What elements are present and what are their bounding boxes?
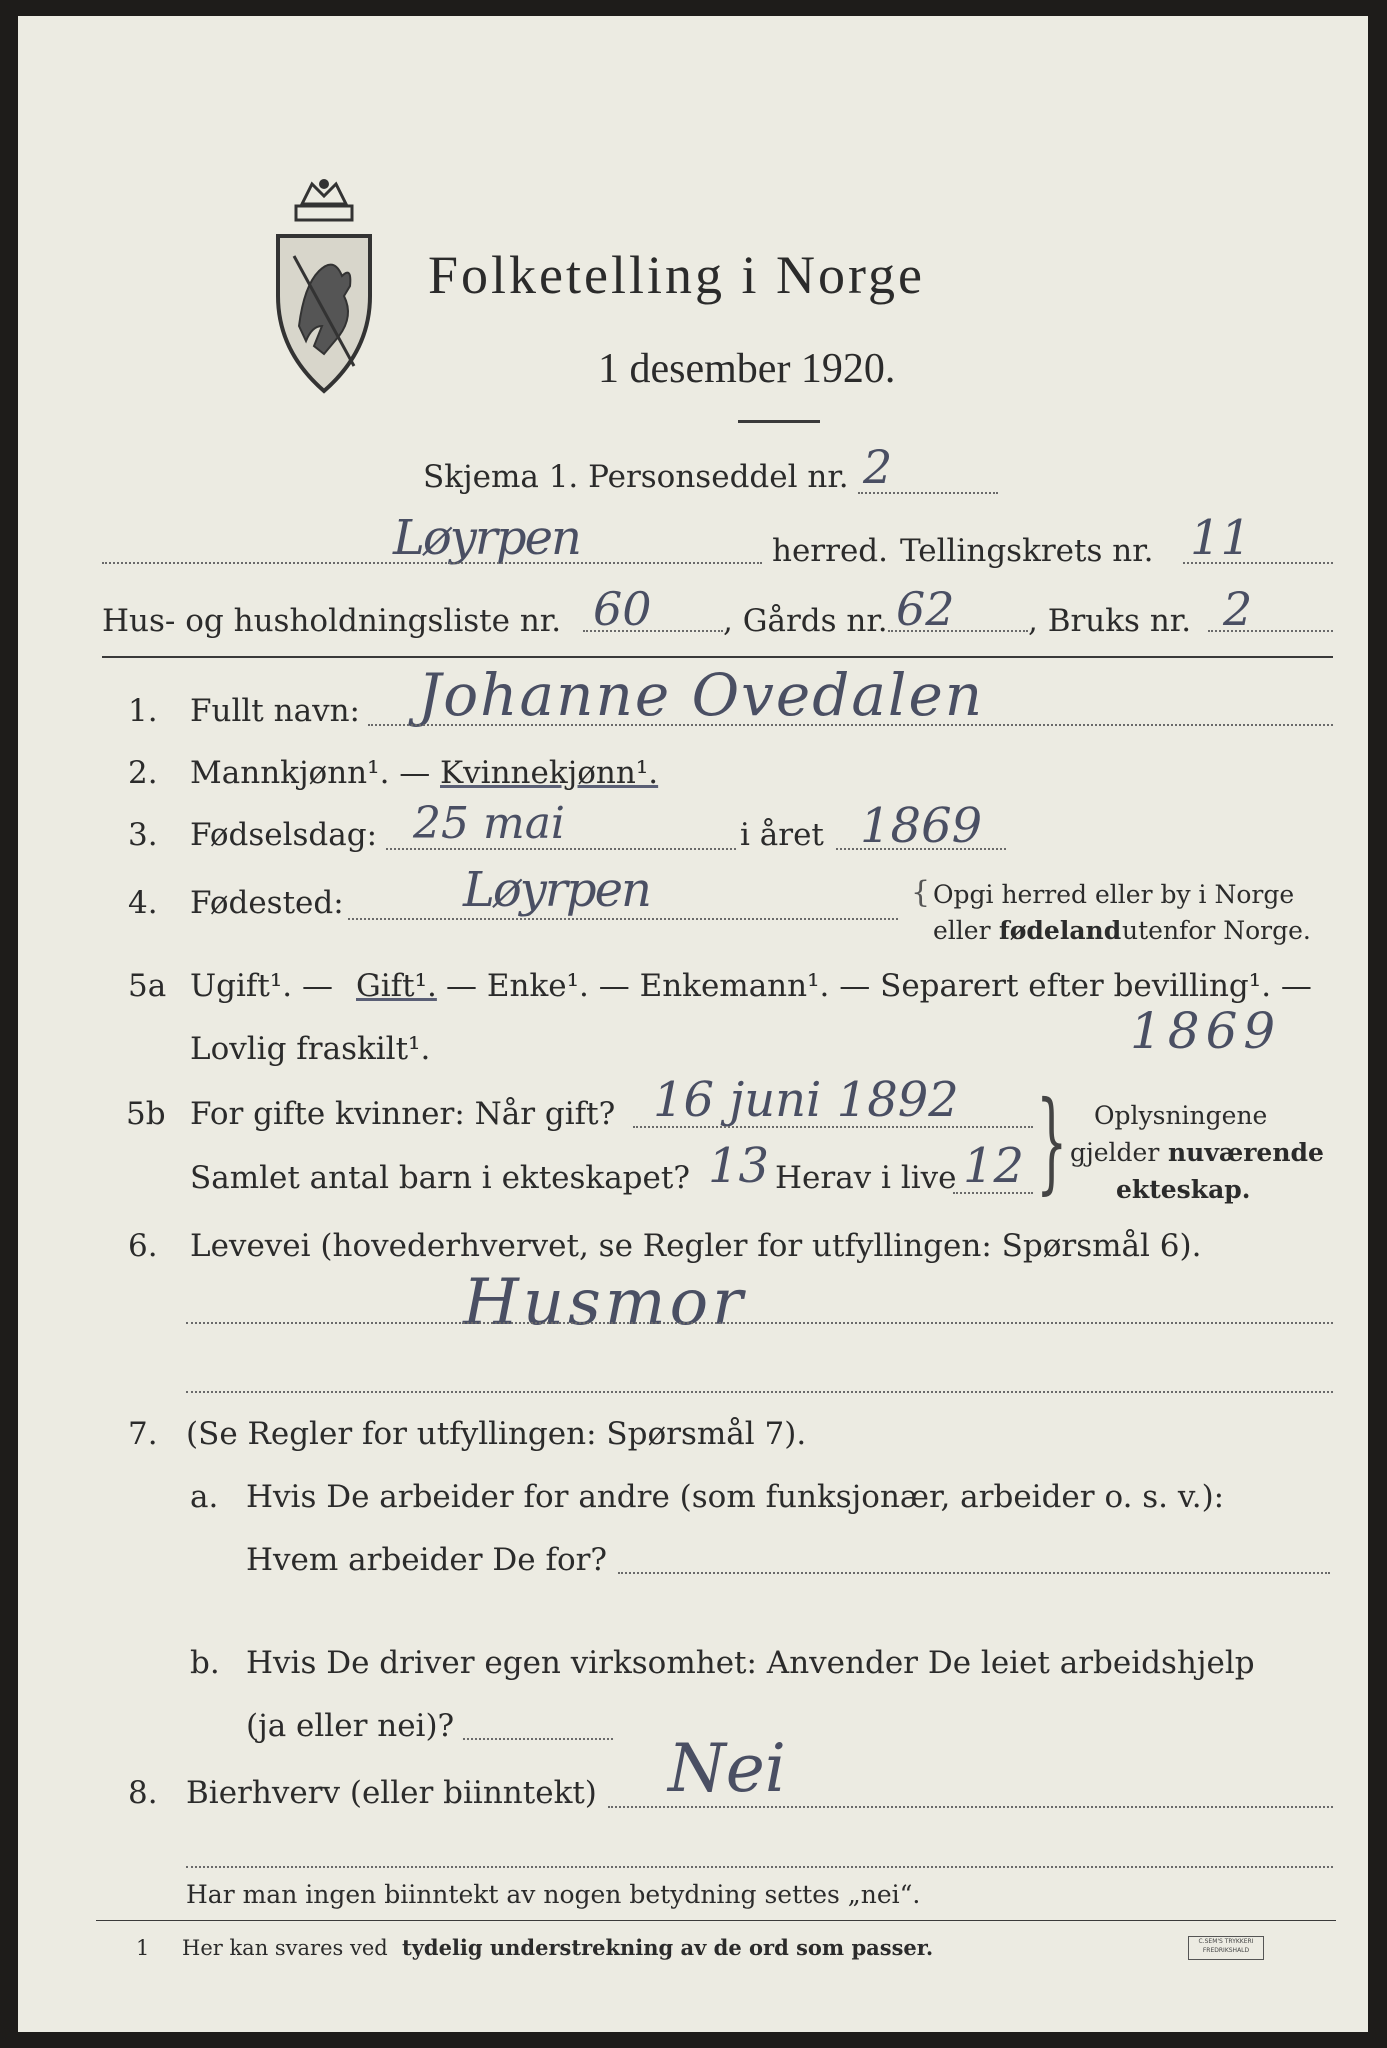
schema-label: Skjema 1. Personseddel nr. <box>423 459 849 495</box>
q3-day-line <box>386 848 736 850</box>
q1-value: Johanne Ovedalen <box>418 661 985 729</box>
footer-note: Har man ingen biinntekt av nogen betydning settes „nei“. <box>186 1880 921 1909</box>
q5a-gift: Gift¹. <box>356 968 437 1004</box>
q7-number: 7. <box>128 1416 158 1452</box>
header-rule <box>102 656 1333 658</box>
q7a-question: Hvem arbeider De for? <box>246 1542 608 1578</box>
gards-line <box>888 630 1028 632</box>
tellingskrets-nr: 11 <box>1190 510 1252 566</box>
q7b-line <box>463 1738 613 1740</box>
census-form <box>18 16 1368 2032</box>
q3-year-line <box>836 848 1006 850</box>
q5b-married-line <box>633 1126 1033 1128</box>
personseddel-line <box>858 492 998 494</box>
q6-number: 6. <box>128 1228 158 1264</box>
herred-value: Løyrpen <box>393 510 580 566</box>
q2-male: Mannkjønn¹. — <box>190 755 431 791</box>
q1-number: 1. <box>128 693 158 729</box>
q1-line <box>368 724 1333 726</box>
herred-line <box>102 562 762 564</box>
q5b-alive-line <box>953 1192 1033 1194</box>
form-title: Folketelling i Norge <box>428 245 925 305</box>
q7a-line <box>618 1572 1330 1574</box>
bruks-label: , Bruks nr. <box>1028 603 1192 639</box>
q8-label: Bierhverv (eller biinntekt) <box>186 1775 597 1811</box>
q7b-letter: b. <box>190 1645 220 1681</box>
q4-value: Løyrpen <box>463 862 650 918</box>
personseddel-nr: 2 <box>863 440 893 494</box>
q5b-note2-b: nuværende <box>1168 1138 1324 1167</box>
q5b-brace: } <box>1036 1077 1068 1205</box>
q7b-text: Hvis De driver egen virksomhet: Anvender De leiet arbeidshjelp <box>246 1645 1255 1681</box>
bruks-line <box>1208 630 1333 632</box>
q3-number: 3. <box>128 817 158 853</box>
q4-note-line2-c: utenfor Norge. <box>1122 916 1311 945</box>
q6-line1 <box>186 1322 1333 1324</box>
gards-nr: 62 <box>896 582 955 636</box>
title-rule <box>738 420 820 423</box>
q3-year: 1869 <box>860 798 983 854</box>
q2-number: 2. <box>128 755 158 791</box>
q2-female: Kvinnekjønn¹. <box>440 755 659 791</box>
q5b-note3: ekteskap. <box>1116 1175 1251 1204</box>
q6-value: Husmor <box>463 1266 747 1340</box>
q7-label: (Se Regler for utfyllingen: Spørsmål 7). <box>186 1416 807 1452</box>
q8-line2 <box>186 1866 1333 1868</box>
q5a-number: 5a <box>128 968 167 1004</box>
q5b-married: 16 juni 1892 <box>653 1072 959 1128</box>
q5b-children: 13 <box>708 1138 770 1194</box>
hus-label: Hus- og husholdningsliste nr. <box>102 603 562 639</box>
footnote-text-b: tydelig understrekning av de ord som passer. <box>402 1935 934 1960</box>
q5b-note1: Oplysningene <box>1094 1101 1268 1130</box>
q5a-ugift: Ugift¹. — <box>190 968 333 1004</box>
gards-label: , Gårds nr. <box>723 603 888 639</box>
footer-rule <box>96 1920 1336 1921</box>
footnote-text-a: Her kan svares ved <box>182 1936 388 1960</box>
footnote-number: 1 <box>136 1936 150 1960</box>
q8-number: 8. <box>128 1775 158 1811</box>
hus-nr: 60 <box>593 582 652 636</box>
q4-note-line2-b: fødeland <box>999 916 1122 945</box>
q6-label: Levevei (hovederhvervet, se Regler for utfyllingen: Spørsmål 6). <box>190 1228 1202 1264</box>
q4-note-line1: Opgi herred eller by i Norge <box>933 880 1295 909</box>
q4-number: 4. <box>128 885 158 921</box>
q3-day: 25 mai <box>413 798 566 849</box>
q6-line2 <box>186 1391 1333 1393</box>
q4-brace: { <box>911 875 931 910</box>
q4-line <box>348 918 898 920</box>
q5b-label2: Samlet antal barn i ekteskapet? <box>190 1160 690 1196</box>
q5a-margin-note: 1869 <box>1130 1002 1282 1060</box>
q5b-alive-label: Herav i live <box>775 1160 957 1196</box>
printer-stamp: C.SEM'S TRYKKERI FREDRIKSHALD <box>1188 1936 1264 1960</box>
q7b-question: (ja eller nei)? <box>246 1708 455 1744</box>
form-date: 1 desember 1920. <box>598 346 896 392</box>
q5a-line2: Lovlig fraskilt¹. <box>190 1031 431 1067</box>
q7a-letter: a. <box>190 1479 219 1515</box>
q4-note-line2-a: eller <box>933 916 991 945</box>
q5a-rest: — Enke¹. — Enkemann¹. — Separert efter bevilling¹. — <box>446 968 1312 1004</box>
q8-line <box>608 1806 1333 1808</box>
q5b-note2-a: gjelder <box>1070 1138 1160 1167</box>
q3-label: Fødselsdag: <box>190 817 378 853</box>
q5b-number: 5b <box>126 1096 166 1132</box>
herred-label: herred. <box>772 533 888 569</box>
q7a-text: Hvis De arbeider for andre (som funksjonær, arbeider o. s. v.): <box>246 1479 1225 1515</box>
hus-line <box>583 630 723 632</box>
tellingskrets-label: Tellingskrets nr. <box>900 533 1154 569</box>
q1-label: Fullt navn: <box>190 693 360 729</box>
q4-label: Fødested: <box>190 885 344 921</box>
tellingskrets-line <box>1183 562 1333 564</box>
q5b-label1: For gifte kvinner: Når gift? <box>190 1096 616 1132</box>
q5b-alive: 12 <box>963 1138 1025 1194</box>
q8-value: Nei <box>668 1730 786 1807</box>
bruks-nr: 2 <box>1223 582 1253 636</box>
coat-of-arms-icon <box>264 176 384 396</box>
q3-year-label: i året <box>740 817 824 853</box>
